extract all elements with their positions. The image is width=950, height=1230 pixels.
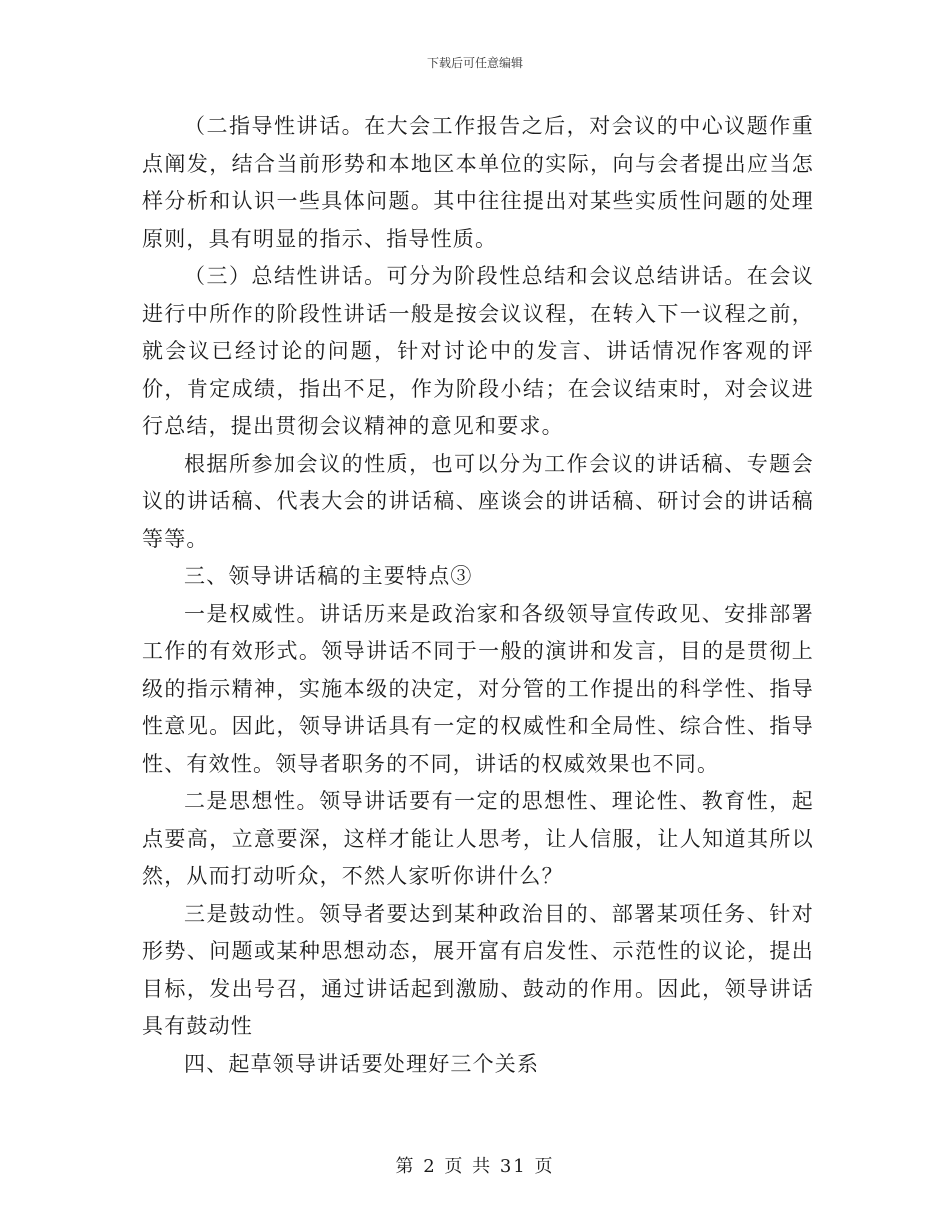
paragraph-authority: 一是权威性。讲话历来是政治家和各级领导宣传政见、安排部署工作的有效形式。领导讲话不同于一般的演讲和发言，目的是贯彻上级的指示精神，实施本级的决定，对分管的工作提出的科学性、指导性意见。因此，领导讲话具有一定的权威性和全局性、综合性、指导性、有效性。领导者职务的不同，讲话的权威效果也不同。 — [142, 601, 814, 776]
paragraph-inspiration: 三是鼓动性。领导者要达到某种政治目的、部署某项任务、针对形势、问题或某种思想动态，展开富有启发性、示范性的议论，提出目标，发出号召，通过讲话起到激励、鼓动的作用。因此，领导讲话具有鼓动性 — [142, 901, 814, 1038]
page-header-note: 下载后可任意编辑 — [426, 56, 523, 70]
section-heading-relations: 四、起草领导讲话要处理好三个关系 — [184, 1051, 540, 1076]
paragraph-meeting-types: 根据所参加会议的性质，也可以分为工作会议的讲话稿、专题会议的讲话稿、代表大会的讲话稿、座谈会的讲话稿、研讨会的讲话稿等等。 — [142, 451, 814, 551]
section-heading-features: 三、领导讲话稿的主要特点③ — [184, 564, 473, 588]
document-body — [142, 108, 814, 1083]
paragraph-ideology: 二是思想性。领导讲话要有一定的思想性、理论性、教育性，起点要高，立意要深，这样才能让人思考，让人信服，让人知道其所以然，从而打动听众，不然人家听你讲什么？ — [142, 789, 814, 888]
paragraph-summary-speech: （三）总结性讲话。可分为阶段性总结和会议总结讲话。在会议进行中所作的阶段性讲话一般是按会议议程，在转入下一议程之前，就会议已经讨论的问题，针对讨论中的发言、讲话情况作客观的评价，肯定成绩，指出不足，作为阶段小结；在会议结束时，对会议进行总结，提出贯彻会议精神的意见和要求。 — [142, 264, 814, 438]
paragraph-guiding-speech: （二指导性讲话。在大会工作报告之后，对会议的中心议题作重点阐发，结合当前形势和本地区本单位的实际，向与会者提出应当怎样分析和认识一些具体问题。其中往往提出对某些实质性问题的处理原则，具有明显的指示、指导性质。 — [142, 114, 814, 251]
page-number: 第 2 页 共 31 页 — [395, 1156, 555, 1177]
